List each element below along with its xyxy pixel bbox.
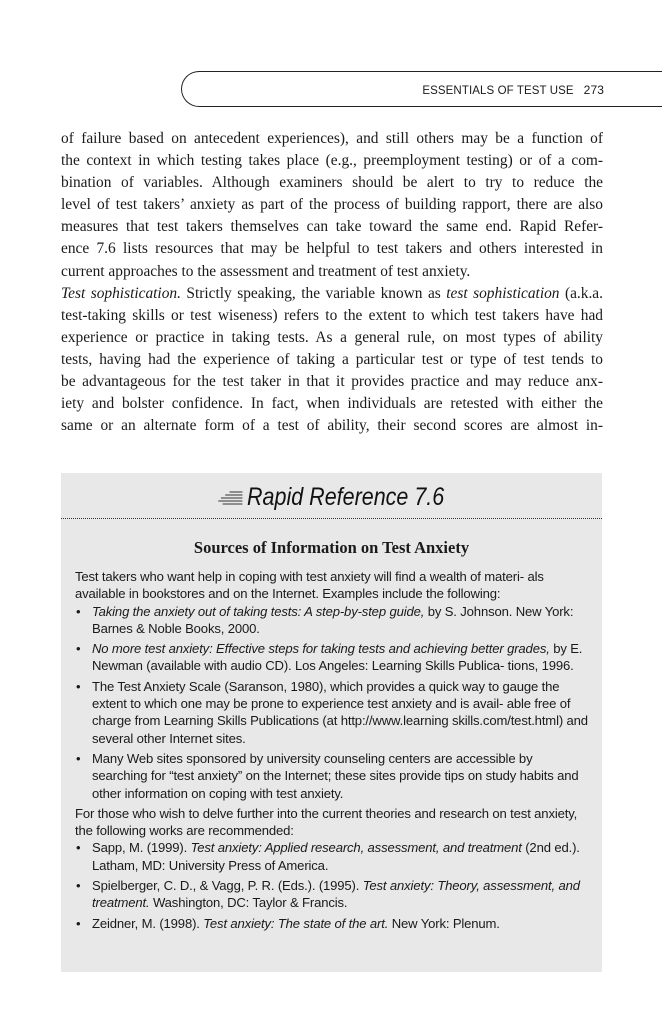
list-item: • Spielberger, C. D., & Vagg, P. R. (Eds.). (1995). Test anxiety: Theory, assessment, and treatment. Washington, DC: Taylor & Francis. — [75, 877, 591, 912]
rapid-reference-title-text: Rapid Reference 7.6 — [247, 483, 445, 511]
list-item: • Taking the anxiety out of taking tests: A step-by-step guide, by S. Johnson. New York: Barnes & Noble Books, 2000. — [75, 603, 591, 638]
further-reading-intro: For those who wish to delve further into the current theories and research on test anxiety, the following works are recommended: — [75, 805, 578, 839]
list-item: • The Test Anxiety Scale (Saranson, 1980), which provides a quick way to gauge the extent to which one may be prone to experience test anxiety and is avail- able free of charge from Learning Skills Publications (at http://www.learning skills.com/test.html) and several other Internet sites. — [75, 678, 591, 747]
list-item: • No more test anxiety: Effective steps for taking tests and achieving better grades, by E. Newman (available with audio CD). Los Angeles: Learning Skills Publica- tions, 1996. — [75, 640, 591, 675]
body-line: experience or practice in taking tests. As a general rule, on most types of ability — [61, 328, 603, 346]
running-header-title: ESSENTIALS OF TEST USE — [422, 85, 574, 97]
list-item: • Many Web sites sponsored by university counseling centers are accessible by searching for “test anxiety” on the Internet; these sites provide tips on study habits and other information on coping with test anxiety. — [75, 750, 591, 802]
body-line: bination of variables. Although examiners should be alert to try to reduce the — [61, 174, 603, 192]
list-item: • Sapp, M. (1999). Test anxiety: Applied research, assessment, and treatment (2nd ed.). Latham, MD: University Press of America. — [75, 839, 591, 874]
body-line: be advantageous for the test taker in that it provides practice and may reduce anx- — [61, 373, 603, 391]
body-line: iety and bolster confidence. In fact, when individuals are retested with either the — [61, 395, 603, 413]
body-line: Test sophistication. Strictly speaking, the variable known as test sophistication (a.k.a. — [61, 284, 603, 302]
list-item: • Zeidner, M. (1998). Test anxiety: The state of the art. New York: Plenum. — [75, 915, 591, 932]
body-line: ence 7.6 lists resources that may be helpful to test takers and others interested in — [61, 240, 603, 258]
body-line: test-taking skills or test wiseness) refers to the extent to which test takers have had — [61, 306, 603, 324]
italic-term: test sophistication — [446, 284, 560, 302]
resource-list — [75, 603, 591, 802]
intro-text: Test takers who want help in coping with test anxiety will find a wealth of materi- als available in bookstores and on the Internet. Examples include the following: — [75, 569, 544, 602]
body-line: same or an alternate form of a test of ability, their second scores are almost in- — [61, 417, 603, 435]
running-header — [422, 83, 604, 97]
body-line: of failure based on antecedent experiences), and still others may be a function of — [61, 130, 603, 147]
body-line: level of test takers’ anxiety as part of the process of building rapport, there are also — [61, 196, 603, 214]
rapid-reference-content — [75, 568, 591, 935]
rapid-reference-subtitle: Sources of Information on Test Anxiety — [193, 538, 470, 557]
speed-lines-icon — [218, 490, 244, 506]
dotted-divider — [61, 518, 602, 519]
body-text — [61, 128, 603, 437]
page-number: 273 — [583, 83, 604, 97]
body-line: current approaches to the assessment and treatment of test anxiety. — [61, 262, 471, 280]
rapid-reference-title — [46, 483, 615, 512]
body-line: tests, having had the experience of taking a particular test or type of test tends to — [61, 350, 603, 368]
body-line: measures that test takers themselves can take toward the same end. Rapid Refer- — [61, 218, 603, 236]
works-list — [75, 839, 591, 931]
run-in-heading: Test sophistication. — [61, 284, 181, 302]
body-line: the context in which testing takes place (e.g., preemployment testing) or of a com- — [61, 152, 603, 170]
